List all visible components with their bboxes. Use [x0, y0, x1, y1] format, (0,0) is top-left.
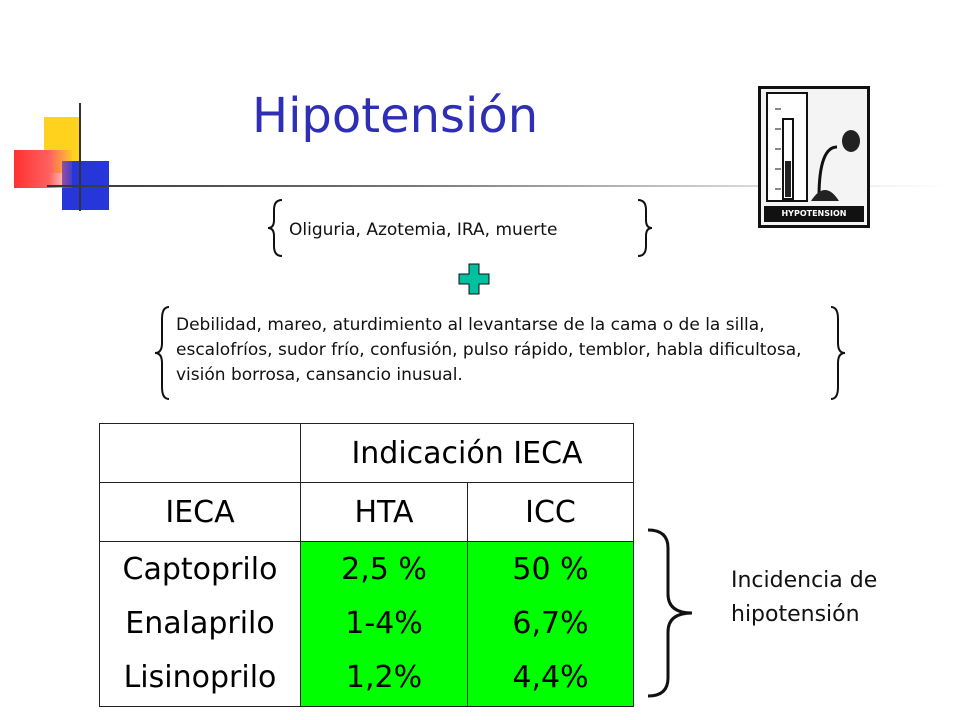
hypotension-illustration [758, 86, 870, 228]
table-header-row [100, 424, 634, 483]
column-header-icc: ICC [468, 483, 634, 542]
drug-name: Captoprilo [122, 552, 278, 587]
symptoms-text: Debilidad, mareo, aturdimiento al levantarse de la cama o de la silla, escalofríos, sudor frío, confusión, pulso rápido, temblor, habla dificultosa, visión borrosa, cansancio inusual. [176, 315, 802, 385]
icc-value: 50 % [512, 552, 589, 587]
drug-cell [100, 542, 301, 707]
drug-name: Enalaprilo [125, 606, 275, 641]
icc-value: 6,7% [512, 606, 589, 641]
incidence-brace-icon [646, 528, 696, 698]
ieca-table [99, 423, 634, 707]
hta-value: 2,5 % [341, 552, 427, 587]
consequences-text: Oliguria, Azotemia, IRA, muerte [289, 220, 558, 240]
column-header-ieca: IECA [100, 483, 301, 542]
illustration-caption: HYPOTENSION [764, 206, 864, 222]
logo-vertical-line [79, 103, 81, 211]
slide-title: Hipotensión [252, 88, 539, 144]
sphygmomanometer-icon [761, 89, 867, 225]
hta-cell [301, 542, 468, 707]
symptoms-left-brace-icon [152, 305, 172, 401]
table-data-row [100, 542, 634, 707]
incidence-line-1: Incidencia de [731, 568, 878, 593]
drug-name: Lisinoprilo [123, 660, 277, 695]
incidence-label [731, 564, 877, 632]
column-header-hta: HTA [301, 483, 468, 542]
icc-value: 4,4% [512, 660, 589, 695]
table-header-cell: Indicación IECA [301, 424, 634, 483]
plus-cross-icon [458, 263, 490, 295]
symptoms-right-brace-icon [828, 305, 848, 401]
logo-red-square [14, 150, 72, 188]
table-empty-cell [100, 424, 301, 483]
hta-value: 1-4% [345, 606, 423, 641]
incidence-line-2: hipotensión [731, 602, 860, 627]
icc-cell [468, 542, 634, 707]
right-brace-icon [634, 198, 654, 258]
table-column-row [100, 483, 634, 542]
hta-value: 1,2% [345, 660, 423, 695]
left-brace-icon [266, 198, 286, 258]
